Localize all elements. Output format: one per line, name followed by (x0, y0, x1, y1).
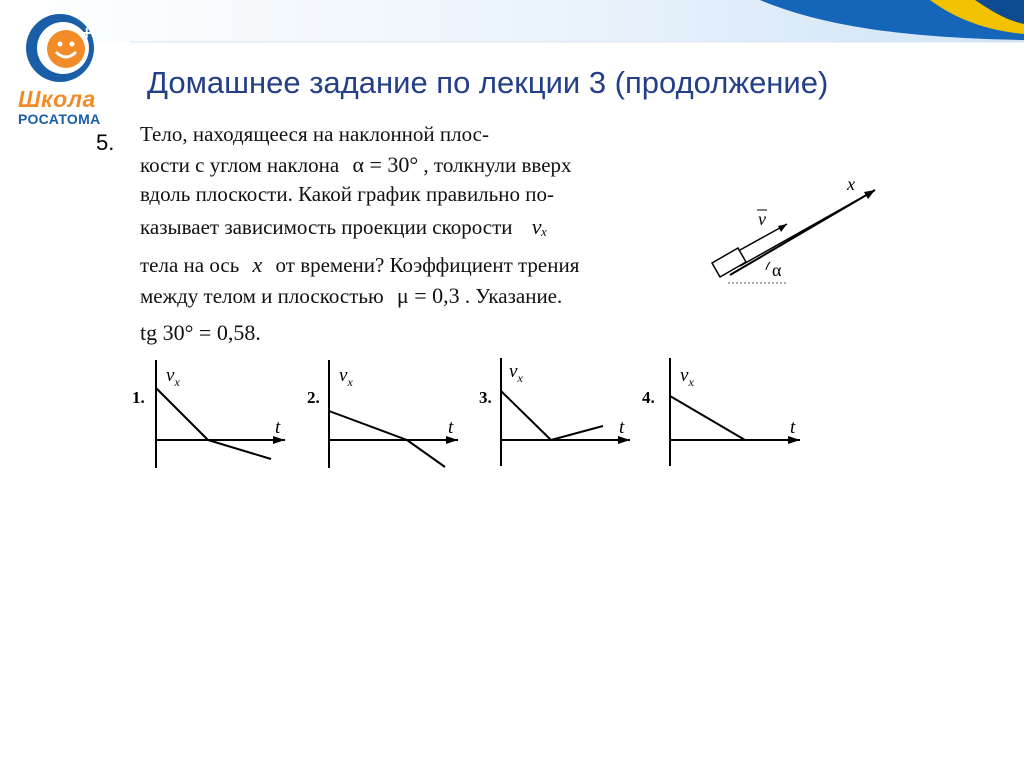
formula-alpha: α = 30° (352, 152, 419, 177)
problem-line-3: вдоль плоскости. Какой график правильно по- (140, 182, 554, 206)
problem-text: от времени? Коэффициент трения (275, 253, 580, 277)
problem-line-7 (140, 320, 261, 346)
graph-3-curve-up (501, 391, 551, 440)
graph-1-label: 1. (132, 388, 145, 407)
graph-3-curve-back (551, 426, 603, 440)
slide-title: Домашнее задание по лекции 3 (продолжение) (147, 65, 829, 100)
svg-text:+: + (80, 23, 94, 42)
problem-line-2 (140, 152, 572, 178)
graph-4-label: 4. (642, 388, 655, 407)
graph-3 (479, 358, 630, 466)
graph-1-curve-down (208, 440, 271, 459)
graph-2-curve-down (407, 440, 445, 467)
problem-line-6 (140, 283, 562, 309)
graph-2-x-label: t (448, 417, 454, 438)
graph-3-y-label: $v_x$ (509, 361, 523, 385)
velocity-arrow-icon (778, 224, 787, 232)
graph-2-label: 2. (307, 388, 320, 407)
block-body (712, 248, 746, 277)
graph-2 (307, 360, 458, 468)
logo-emblem-icon (18, 8, 126, 86)
graph-1-x-label: t (275, 417, 281, 438)
problem-text: , толкнули вверх (423, 153, 572, 177)
graph-3-label: 3. (479, 388, 492, 407)
problem-line-1: Тело, находящееся на наклонной плос- (140, 122, 489, 146)
formula-vx: vₓ (531, 214, 548, 239)
diagram-v-label: v (758, 209, 766, 229)
diagram-x-label: x (847, 174, 855, 194)
graph-4-x-label: t (790, 417, 796, 438)
diagram-alpha-label: α (772, 260, 782, 280)
problem-text: кости с углом наклона (140, 153, 340, 177)
graph-2-curve-up (329, 411, 407, 440)
problem-number: 5. (96, 130, 115, 155)
graph-1 (132, 360, 285, 468)
header-banner (0, 0, 1024, 60)
graph-1-y-label: $v_x$ (166, 365, 180, 389)
problem-text: между телом и плоскостью (140, 284, 384, 308)
problem-text: . Указание. (464, 284, 563, 308)
answer-graphs (125, 350, 825, 480)
problem-text: казывает зависимость проекции скорости (140, 215, 513, 239)
graph-2-y-label: $v_x$ (339, 365, 353, 389)
graph-4-curve-up (670, 396, 745, 440)
logo-word-school: Школа (18, 86, 96, 112)
formula-tg: tg 30° = 0,58. (140, 320, 261, 345)
school-rosatom-logo (18, 8, 126, 128)
formula-mu: μ = 0,3 (396, 283, 460, 308)
graph-3-x-label: t (619, 417, 625, 438)
problem-line-4 (140, 214, 548, 240)
x-axis-arrow-icon (864, 190, 875, 199)
logo-word-rosatom: РОСАТОМА (18, 111, 101, 127)
problem-text: тела на ось (140, 253, 240, 277)
angle-arc (766, 262, 770, 270)
graph-4 (642, 358, 800, 466)
graph-1-curve-up (156, 388, 208, 440)
problem-line-5 (140, 252, 579, 278)
formula-x: x (252, 252, 263, 277)
incline-diagram (700, 170, 900, 300)
graph-4-y-label: $v_x$ (680, 365, 694, 389)
